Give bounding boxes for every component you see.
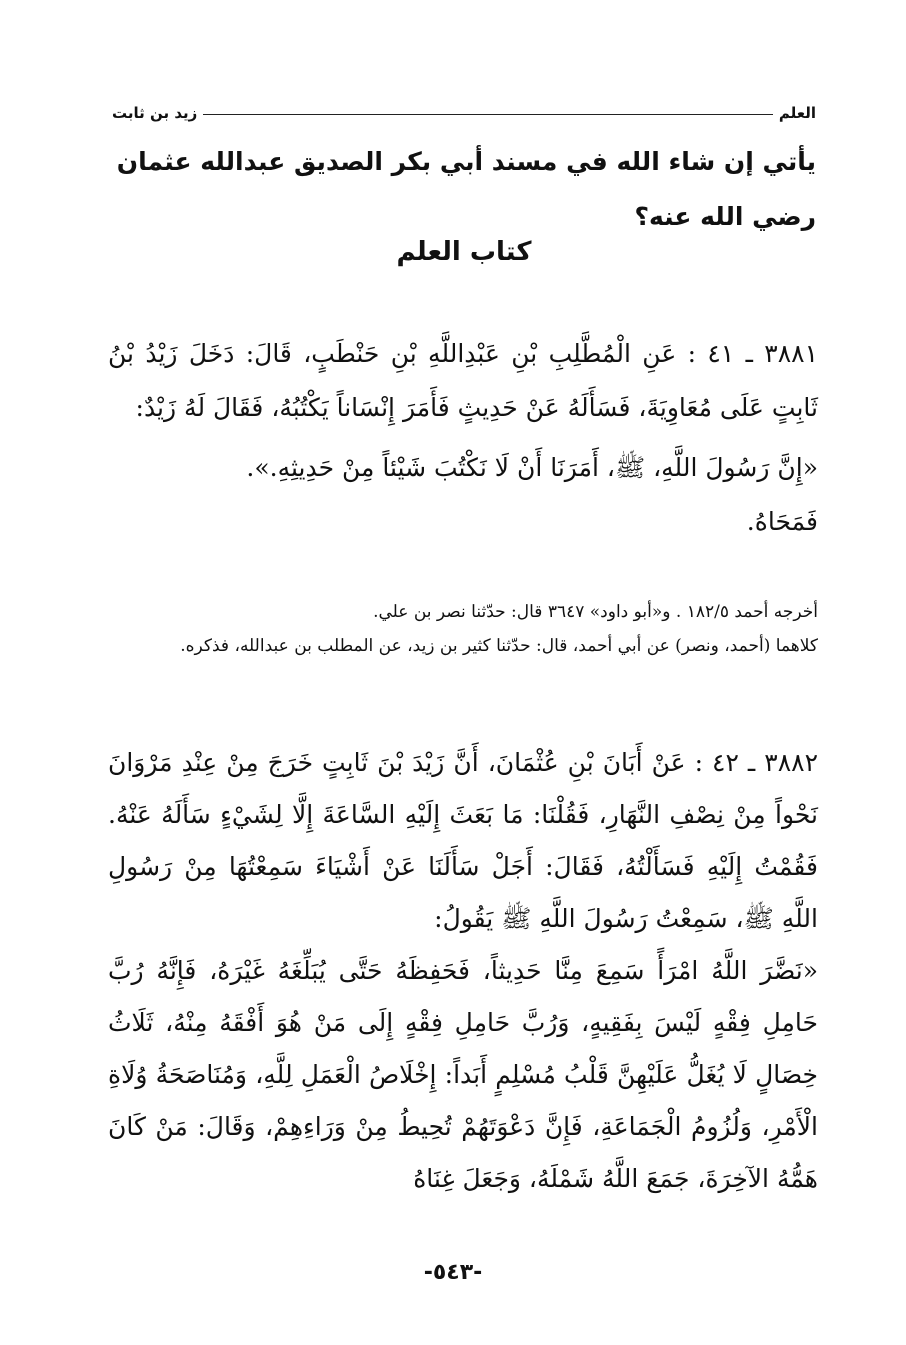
hadith-quote: «إِنَّ رَسُولَ اللَّهِ، ﷺ، أَمَرَنَا أَنْ لَا نَكْتُبَ شَيْئاً مِنْ حَدِيثِهِ.».: [246, 453, 818, 482]
takhrij-line: كلاهما (أحمد، ونصر) عن أبي أحمد، قال: حدّثنا كثير بن زيد، عن المطلب بن عبدالله، فذكره.: [180, 636, 818, 656]
hadith-3881: [108, 327, 818, 549]
takhrij-line: أخرجه أحمد ١٨٢/٥ . و«أبو داود» ٣٦٤٧ قال: حدّثنا نصر بن علي.: [373, 602, 818, 622]
takhrij-note: [108, 595, 818, 663]
running-header: [112, 96, 816, 122]
hadith-3882: [108, 737, 818, 1205]
header-section-name: العلم: [778, 104, 816, 122]
section-title: كتاب العلم: [396, 237, 532, 267]
continuation-paragraph: يأتي إن شاء الله في مسند أبي بكر الصديق عبدالله عثمان رضي الله عنه؟: [116, 147, 816, 231]
hadith-quote: «نَضَّرَ اللَّهُ امْرَأً سَمِعَ مِنَّا حَدِيثاً، فَحَفِظَهُ حَتَّى يُبَلِّغَهُ غَيْرَهُ، فَإِنَّهُ رُبَّ حَامِلِ فِقْهٍ لَيْسَ بِفَقِيهٍ، وَرُبَّ حَامِلِ فِقْهٍ إِلَى مَنْ هُوَ أَفْقَهُ مِنْهُ، ثَلَاثُ خِصَالٍ لَا يُغَلُّ عَلَيْهِنَّ قَلْبُ مُسْلِمٍ أَبَداً: إِخْلَاصُ الْعَمَلِ لِلَّهِ، وَمُنَاصَحَةُ وُلَاةِ الْأَمْرِ، وَلُزُومُ الْجَمَاعَةِ، فَإِنَّ دَعْوَتَهُمْ تُحِيطُ مِنْ وَرَاءِهِمْ، وَقَالَ: مَنْ كَانَ هَمُّهُ الآخِرَةَ، جَمَعَ اللَّهُ شَمْلَهُ، وَجَعَلَ غِنَاهُ: [108, 956, 818, 1193]
header-rule: [203, 114, 773, 115]
header-narrator-name: زيد بن ثابت: [112, 104, 198, 122]
page-number: -٥٤٣-: [423, 1260, 483, 1285]
hadith-closing: فَمَحَاهُ.: [746, 507, 818, 536]
hadith-opening: ٣٨٨١ ـ ٤١ : عَنِ الْمُطَّلِبِ بْنِ عَبْدِاللَّهِ بْنِ حَنْطَبٍ، قَالَ: دَخَلَ زَيْدُ بْنُ ثَابِتٍ عَلَى مُعَاوِيَةَ، فَسَأَلَهُ عَنْ حَدِيثٍ فَأَمَرَ إِنْسَاناً يَكْتُبُهُ، فَقَالَ لَهُ زَيْدٌ:: [108, 339, 818, 422]
hadith-opening: ٣٨٨٢ ـ ٤٢ : عَنْ أَبَانَ بْنِ عُثْمَانَ، أَنَّ زَيْدَ بْنَ ثَابِتٍ خَرَجَ مِنْ عِنْدِ مَرْوَانَ نَحْواً مِنْ نِصْفِ النَّهَارِ، فَقُلْنَا: مَا بَعَثَ إِلَيْهِ السَّاعَةَ إِلَّا لِشَيْءٍ سَأَلَهُ عَنْهُ. فَقُمْتُ إِلَيْهِ فَسَأَلْتُهُ، فَقَالَ: أَجَلْ سَأَلَنَا عَنْ أَشْيَاءَ سَمِعْتُهَا مِنْ رَسُولِ اللَّهِ ﷺ، سَمِعْتُ رَسُولَ اللَّهِ ﷺ يَقُولُ:: [108, 748, 819, 933]
